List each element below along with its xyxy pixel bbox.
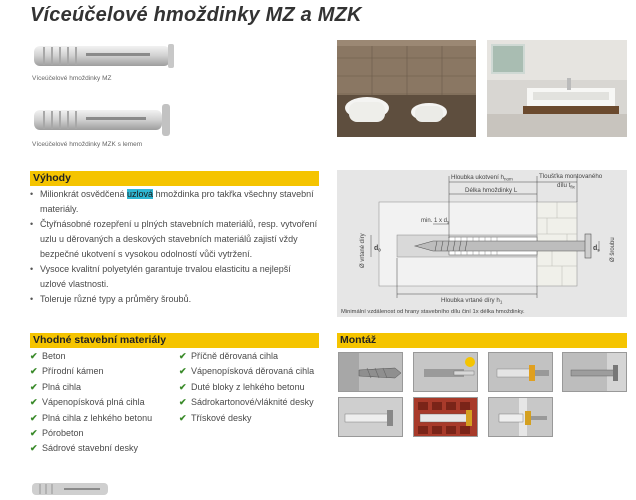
advantages-list: [30, 187, 319, 307]
assembly-step-1-drill-image: [338, 352, 403, 392]
list-item: • Čtyřnásobné rozepření u plných stavebních materiálů, resp. vytvoření uzlu u děrovaných a deskových stavebních materiálů zajistí vždy bezpečné ukotvení s vysokou odolností vůči vytržení.: [30, 217, 319, 262]
drill-hole-diameter-label: Ø vrtané díry: [360, 233, 366, 268]
checkmark-icon: ✔: [30, 351, 38, 361]
highlighted-word: uzlová: [127, 189, 154, 199]
assembly-heading: Montáž: [337, 333, 627, 348]
assembly-step-6-perforated-brick-image: [413, 397, 478, 437]
list-item: • Toleruje různé typy a průměry šroubů.: [30, 292, 319, 307]
list-item: ✔ Sádrové stavební desky: [30, 441, 170, 456]
list-item: ✔ Beton: [30, 349, 170, 364]
d0-label: $d_0$: [374, 245, 381, 253]
advantages-heading: Výhody: [30, 171, 319, 186]
dowel-mz-caption: Víceúčelové hmoždinky MZ: [32, 75, 112, 82]
materials-list-col2: [179, 349, 319, 426]
screw-diameter-label: Ø šroubu: [610, 237, 616, 262]
drill-depth-label: Hloubka vrtané díry $h_1$: [441, 297, 503, 305]
installation-diagram: [337, 170, 627, 317]
list-item: ✔ Plná cihla z lehkého betonu: [30, 411, 170, 426]
checkmark-icon: ✔: [30, 443, 38, 454]
list-item: ✔ Přírodní kámen: [30, 364, 170, 379]
list-item: ✔ Pórobeton: [30, 426, 170, 441]
assembly-step-3-insert-image: [488, 352, 553, 392]
dowel-mz-image: [30, 40, 180, 77]
checkmark-icon: ✔: [30, 428, 38, 439]
diagram-footnote: Minimální vzdálenost od hrany stavebního dílu činí 1x délka hmoždinky.: [341, 309, 525, 315]
list-item: ✔ Duté bloky z lehkého betonu: [179, 380, 319, 395]
checkmark-icon: ✔: [30, 381, 38, 392]
list-item: • Vysoce kvalitní polyetylén garantuje trvalou elasticitu a nejlepší uzlové vlastnosti.: [30, 262, 319, 292]
list-item: ✔ Příčně děrovaná cihla: [179, 349, 319, 364]
list-item: ✔ Sádrokartonové/vláknité desky: [179, 395, 319, 410]
checkmark-icon: ✔: [30, 412, 38, 423]
dowel-mzk-caption: Víceúčelové hmoždinky MZK s lemem: [32, 141, 143, 148]
materials-heading: Vhodné stavební materiály: [30, 333, 319, 348]
checkmark-icon: ✔: [30, 366, 38, 377]
materials-list-col1: [30, 349, 170, 457]
fixture-thickness-label: Tloušťka montovaného: [539, 173, 603, 180]
dowel-bottom-image: [30, 480, 112, 500]
list-item: ✔ Vápenopísková plná cihla: [30, 395, 170, 410]
dowel-length-label: Délka hmoždinky L: [465, 187, 518, 194]
ds-label: $d_s$: [593, 245, 600, 253]
assembly-step-5-solid-material-image: [338, 397, 403, 437]
anchor-depth-label: Hloubka ukotvení $h_{nom}$: [451, 174, 513, 182]
list-item: • Milionkrát osvědčená uzlová hmoždinka pro takřka všechny stavební materiály.: [30, 187, 319, 217]
checkmark-icon: ✔: [179, 381, 187, 392]
assembly-step-4-fix-image: [562, 352, 627, 392]
assembly-step-7-board-image: [488, 397, 553, 437]
assembly-step-2-clean-image: [413, 352, 478, 392]
checkmark-icon: ✔: [179, 351, 187, 361]
washbasin-photo: [487, 40, 627, 137]
checkmark-icon: ✔: [30, 397, 38, 408]
checkmark-icon: ✔: [179, 412, 187, 423]
list-item: ✔ Třískové desky: [179, 411, 319, 426]
fixture-thickness-label-2: dílu $t_{fix}$: [557, 182, 575, 190]
min-depth-label: min. 1 x $d_s$: [421, 218, 450, 225]
dowel-mzk-image: [30, 104, 180, 141]
checkmark-icon: ✔: [179, 397, 187, 408]
list-item: ✔ Vápenopísková děrovaná cihla: [179, 364, 319, 379]
bathroom-toilet-photo: [337, 40, 476, 137]
list-item: ✔ Plná cihla: [30, 380, 170, 395]
page-title: Víceúčelové hmoždinky MZ a MZK: [30, 4, 362, 26]
checkmark-icon: ✔: [179, 366, 187, 377]
